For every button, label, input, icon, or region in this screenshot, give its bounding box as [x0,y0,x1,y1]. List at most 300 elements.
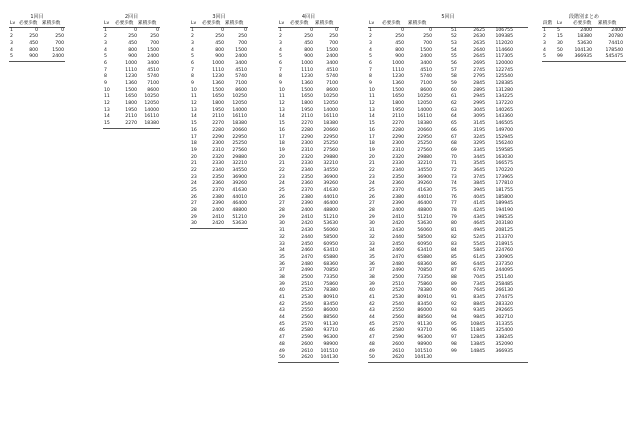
col-header-cumulative: 累積歩数 [598,21,617,26]
table-cell: 2390 [212,201,224,207]
table-cell: 1000 [125,60,137,66]
table-cell: 2280 [392,127,404,133]
table-cell: 98 [451,341,457,347]
table-cell: 27 [279,201,285,207]
table-cell: 1800 [392,101,404,107]
table-row [278,295,339,302]
table-cell: 36900 [232,174,247,180]
table-cell: 2490 [392,268,404,274]
table-cell: 15 [191,121,197,127]
table-cell: 9 [279,81,282,86]
table-cell: 3745 [473,174,485,180]
table-cell: 45 [279,321,285,327]
table-row [190,34,248,41]
table-cell: 2610 [301,348,313,354]
col-header-cumulative: 累積歩数 [408,21,427,26]
table-cell: 2300 [212,141,224,147]
table-cell: 250 [215,34,224,40]
table-cell: 21 [191,161,197,167]
table-cell: 98900 [417,341,432,347]
table-row [190,121,248,128]
table-row [103,101,160,108]
table-cell: 2 [10,34,13,40]
table-cell: 12 [279,101,285,107]
table-cell: 34 [369,248,375,254]
table-cell: 57 [451,67,457,73]
table-cell: 3400 [326,60,338,66]
table-row [368,128,528,135]
table-cell: 2270 [212,121,224,127]
table-cell: 9845 [473,315,485,321]
table-cell: 32210 [417,161,432,167]
table-row [190,188,248,195]
table-cell: 450 [215,40,224,46]
table-cell: 92 [451,301,457,307]
table-cell: 3195 [473,127,485,133]
table-title: 3回目 [212,14,226,20]
table-cell: 28 [369,208,375,214]
table-cell: 120000 [495,60,513,66]
table-cell: 2540 [392,301,404,307]
table-cell: 3095 [473,114,485,120]
table-title: 段階別まとめ [568,14,599,20]
table-cell: 86 [451,261,457,267]
table-row [368,54,528,61]
table-cell: 1800 [301,101,313,107]
table-cell: 30 [191,221,197,227]
table-cell: 2330 [212,161,224,167]
table-cell: 2560 [392,315,404,321]
table-cell: 5 [279,54,282,60]
table-cell: 10 [104,87,110,93]
table-cell: 34550 [323,167,338,173]
table-cell: 50 [369,355,375,361]
table-cell: 36900 [417,174,432,180]
table-cell: 23 [369,174,375,180]
table-cell: 2540 [301,301,313,307]
table-cell: 5845 [473,248,485,254]
table-cell: 250 [150,34,159,40]
table-cell: 46400 [232,201,247,207]
table-cell: 700 [150,40,159,46]
table-cell: 163030 [495,154,513,160]
table-cell: 177810 [495,181,513,187]
table-cell: 8 [104,74,107,80]
table-cell: 98900 [323,341,338,347]
table-cell: 134225 [495,94,513,100]
table-cell: 2350 [212,174,224,180]
table-cell: 7345 [473,281,485,287]
table-cell: 2380 [301,194,313,200]
table-cell: 1000 [301,60,313,66]
table-cell: 22950 [232,134,247,140]
table-cell: 22950 [417,134,432,140]
table-cell: 93710 [323,328,338,334]
table-cell: 2330 [392,161,404,167]
table-cell: 1650 [125,94,137,100]
table-cell: 2400 [326,54,338,60]
table-cell: 41630 [417,188,432,193]
table-cell: 230905 [495,254,513,260]
table-cell: 39260 [323,181,338,187]
table-cell: 0 [401,27,404,33]
table-cell: 101510 [320,348,338,354]
table-cell: 4145 [473,201,485,207]
table-cell: 1360 [212,81,224,86]
table-cell: 2 [104,34,107,40]
table-cell: 1950 [392,107,404,113]
table-cell: 3245 [473,134,485,140]
table-cell: 800 [304,47,313,53]
table-cell: 53630 [417,221,432,227]
table-row [368,74,528,81]
table-cell: 71 [451,161,457,167]
table-cell: 10 [279,87,285,93]
table-cell: 2420 [212,221,224,227]
table-cell: 87 [451,268,457,274]
table-cell: 31 [279,228,285,234]
table-cell: 44010 [323,194,338,200]
table-cell: 43 [369,308,375,314]
table-cell: 63 [451,107,457,113]
table-cell: 2845 [473,81,485,86]
table-cell: 5740 [420,74,432,80]
table-cell: 700 [423,40,432,46]
table-cell: 2480 [301,261,313,267]
table-row [278,74,339,81]
table-row [278,61,339,68]
table-cell: 91 [451,295,457,300]
table-row [278,275,339,282]
table-cell: 3 [369,40,372,46]
table-body [542,28,626,62]
table-cell: 41630 [232,188,247,193]
table-cell: 900 [215,54,224,60]
table-cell: 81 [451,228,457,234]
table-row [278,81,339,88]
table-cell: 1110 [301,67,313,73]
table-cell: 65 [451,121,457,127]
table-cell: 4245 [473,208,485,214]
table-cell: 1360 [392,81,404,86]
table-cell: 2795 [473,74,485,80]
table-cell: 10250 [417,94,432,100]
table-cell: 1650 [392,94,404,100]
table-cell: 2430 [392,228,404,234]
table-cell: 2400 [235,54,247,60]
table-cell: 58 [451,74,457,80]
table-row [190,208,248,215]
table-cell: 1800 [212,101,224,107]
table-row [9,54,65,62]
table-cell: 29 [369,214,375,220]
table-cell: 26 [369,194,375,200]
table-cell: 91130 [323,321,338,327]
table-row [190,54,248,61]
table-cell: 0 [134,27,137,33]
table-cell: 2320 [301,154,313,160]
col-header-lv: Lv [191,21,197,26]
table-cell: 2380 [392,194,404,200]
table-row [368,355,528,363]
table-cell: 700 [238,40,247,46]
table-cell: 18380 [323,121,338,127]
table-cell: 2440 [392,234,404,240]
table-cell: 24 [369,181,375,187]
col-header-lv: Lv [104,21,110,26]
table-cell: 20780 [608,34,623,40]
table-row [542,41,626,48]
table-cell: 1650 [212,94,224,100]
table-cell: 313355 [495,321,513,327]
col-header-lv: Lv [557,21,563,26]
table-cell: 2420 [392,221,404,227]
table-row [368,255,528,262]
table-cell: 14 [191,114,197,120]
table-cell: 189945 [495,201,513,207]
table-cell: 2510 [301,281,313,287]
table-cell: 1500 [147,47,159,53]
table-cell: 3345 [473,147,485,153]
table-cell: 2450 [392,241,404,247]
table-cell: 12050 [144,101,159,107]
table-row [278,141,339,148]
table-cell: 68 [451,141,457,147]
table-cell: 325400 [495,328,513,334]
table-cell: 17 [279,134,285,140]
table-cell: 4510 [147,67,159,73]
table-row [542,34,626,41]
table-cell: 2420 [301,221,313,227]
table-cell: 16110 [144,114,159,120]
table-cell: 2340 [392,167,404,173]
table-row [103,34,160,41]
table-cell: 2280 [301,127,313,133]
table-cell: 26 [191,194,197,200]
table-cell: 2510 [392,281,404,287]
table-cell: 88560 [417,315,432,321]
table-cell: 2640 [473,47,485,53]
table-cell: 52 [451,34,457,40]
table-cell: 2400 [420,54,432,60]
table-cell: 96300 [417,335,432,341]
table-cell: 213370 [495,234,513,240]
table-cell: 60 [451,87,457,93]
table-cell: 2580 [392,328,404,334]
table-cell: 2290 [212,134,224,140]
table-row [278,168,339,175]
table-cell: 2745 [473,67,485,73]
table-cell: 34550 [232,167,247,173]
table-cell: 159585 [495,147,513,153]
table-cell: 101510 [414,348,432,354]
table-row [190,141,248,148]
table-cell: 1230 [301,74,313,80]
table-cell: 181755 [495,188,513,193]
table-cell: 50 [279,355,285,361]
table-row [368,188,528,195]
table-cell: 9 [191,81,194,86]
table-cell: 7645 [473,288,485,294]
table-cell: 104130 [414,355,432,361]
table-cell: 4345 [473,214,485,220]
table-cell: 450 [304,40,313,46]
table-cell: 250 [395,34,404,40]
table-cell: 250 [55,34,64,40]
table-cell: 51210 [323,214,338,220]
table-cell: 3 [104,40,107,46]
table-row [368,228,528,235]
table-cell: 25250 [323,141,338,147]
table-row [103,61,160,68]
table-cell: 2400 [301,208,313,214]
table-cell: 2625 [473,27,485,33]
table-cell: 11 [279,94,285,100]
table-cell: 250 [238,34,247,40]
table-cell: 6745 [473,268,485,274]
table-cell: 2620 [392,355,404,361]
table-cell: 20660 [417,127,432,133]
table-cell: 58500 [323,234,338,240]
table-cell: 4945 [473,228,485,234]
table-cell: 2520 [392,288,404,294]
table-cell: 56060 [417,228,432,234]
table-cell: 1000 [392,60,404,66]
table-cell: 900 [395,54,404,60]
table-cell: 109385 [495,34,513,40]
table-cell: 3445 [473,154,485,160]
table-cell: 6145 [473,254,485,260]
table-cell: 250 [304,34,313,40]
table-cell: 15 [104,121,110,127]
table-cell: 34 [279,248,285,254]
table-cell: 12 [191,101,197,107]
table-cell: 4 [191,47,194,53]
table-cell: 88 [451,274,457,280]
table-cell: 89 [451,281,457,287]
table-cell: 31 [369,228,375,234]
table-cell: 8600 [235,87,247,93]
table-cell: 8345 [473,295,485,300]
table-cell: 244095 [495,268,513,274]
col-header-required: 必要歩数 [290,21,309,26]
table-cell: 18380 [232,121,247,127]
table-cell: 82 [451,234,457,240]
table-cell: 7 [191,67,194,73]
table-cell: 20 [279,154,285,160]
table-row [278,342,339,349]
table-cell: 1500 [420,47,432,53]
table-cell: 1950 [212,107,224,113]
table-cell: 23 [191,174,197,180]
table-cell: 47 [279,335,285,341]
table-cell: 170220 [495,167,513,173]
table-cell: 3400 [235,60,247,66]
table-cell: 5740 [235,74,247,80]
table-cell: 2370 [212,188,224,193]
table-row [278,228,339,235]
table-row [190,74,248,81]
table-row [278,161,339,168]
table-cell: 44010 [417,194,432,200]
table-cell: 35 [279,254,285,260]
table-cell: 84 [451,248,457,254]
table-cell: 56060 [323,228,338,234]
table-cell: 1500 [235,47,247,53]
table-cell: 19 [191,147,197,153]
table-cell: 6 [104,60,107,66]
table-cell: 2410 [392,214,404,220]
table-cell: 34550 [417,167,432,173]
table-cell: 2400 [611,27,623,33]
table-cell: 73350 [417,274,432,280]
table-cell: 302710 [495,315,513,321]
col-header-lv: Lv [10,21,16,26]
table-cell: 3845 [473,181,485,187]
table-cell: 2580 [301,328,313,334]
table-cell: 78380 [417,288,432,294]
table-title: 5回目 [441,14,455,20]
table-row [278,268,339,275]
table-cell: 22 [191,167,197,173]
table-cell: 9345 [473,308,485,314]
table-cell: 12 [369,101,375,107]
table-cell: 5 [543,54,546,60]
table-cell: 2400 [52,54,64,60]
table-cell: 8600 [420,87,432,93]
table-row [190,81,248,88]
table-cell: 77 [451,201,457,207]
table-cell: 137220 [495,101,513,107]
table-row [9,41,65,48]
table-cell: 14000 [232,107,247,113]
table-cell: 2570 [392,321,404,327]
table-body [190,28,248,230]
table-cell: 13 [104,107,110,113]
table-row [103,81,160,88]
col-header-required: 必要歩数 [19,21,38,26]
table-cell: 5740 [147,74,159,80]
table-cell: 68360 [417,261,432,267]
table-cell: 64 [451,114,457,120]
table-cell: 1110 [392,67,404,73]
table-row [278,101,339,108]
table-cell: 94 [451,315,457,321]
table-cell: 2400 [212,208,224,214]
table-cell: 2560 [301,315,313,321]
col-header-required: 必要歩数 [115,21,134,26]
table-cell: 9 [369,81,372,86]
table-cell: 366935 [495,348,513,354]
table-cell: 125540 [495,74,513,80]
table-row [190,148,248,155]
table-cell: 7 [279,67,282,73]
table-cell: 5 [191,54,194,60]
table-cell: 27560 [323,147,338,153]
table-cell: 4510 [235,67,247,73]
table-cell: 39 [369,281,375,287]
table-cell: 2530 [392,295,404,300]
table-cell: 65880 [323,254,338,260]
table-cell: 2 [369,34,372,40]
table-cell: 2400 [580,27,592,33]
table-cell: 63410 [323,248,338,254]
table-cell: 237350 [495,261,513,267]
table-cell: 60950 [417,241,432,247]
table-cell: 13845 [470,341,485,347]
table-cell: 24 [279,181,285,187]
table-cell: 2570 [301,321,313,327]
